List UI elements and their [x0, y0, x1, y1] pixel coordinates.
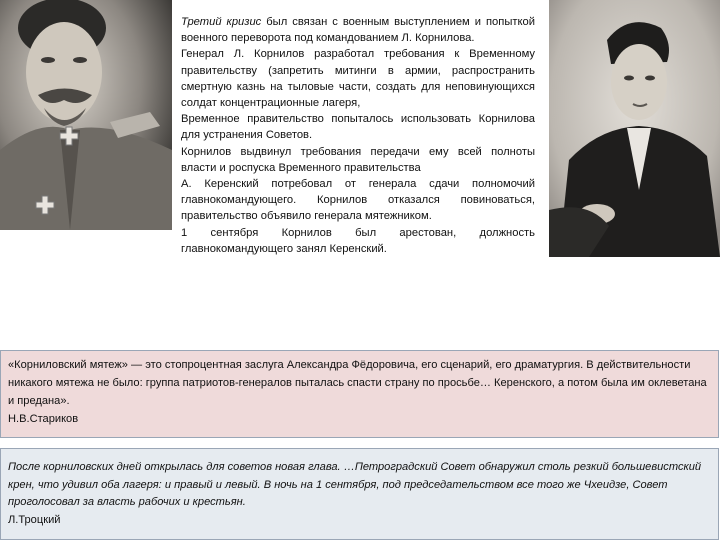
- paragraph-arrest: 1 сентября Корнилов был арестован, должность главнокомандующего занял Керенский.: [181, 226, 535, 255]
- quote-author: Л.Троцкий: [8, 513, 61, 526]
- quote-starikov: [0, 350, 719, 438]
- paragraph-demands: Генерал Л. Корнилов разработал требования к Временному правительству (запретить митинги в армии, распространить смертную казнь на тыловые части, создать для неповинующихся солдат концентрационные лагеря,: [181, 48, 535, 110]
- paragraph-kerensky: А. Керенский потребовал от генерала сдачи полномочий главнокомандующего. Корнилов отказался повиноваться, правительство объявило генерала мятежником.: [181, 178, 535, 223]
- paragraph-intro: [181, 14, 535, 46]
- quote-text: После корниловских дней открылась для советов новая глава. …Петроградский Совет обнаружил столь резкий большевистский крен, что удивил оба лагеря: и правый и левый. В ночь на 1 сентября, под председательством все того же Чхеидзе, Совет проголосовал за власть рабочих и крестьян.: [8, 461, 702, 509]
- quote-author: Н.В.Стариков: [8, 413, 79, 425]
- quote-trotsky: [0, 448, 719, 540]
- paragraph-government: Временное правительство попыталось использовать Корнилова для устранения Советов.: [181, 113, 535, 142]
- intro-rest: был связан с военным выступлением и попыткой военного переворота под командованием Л. Корнилова.: [181, 16, 535, 45]
- main-text-block: [181, 14, 535, 257]
- portrait-kerensky-photo: [549, 0, 720, 257]
- intro-italic: Третий кризис: [181, 16, 262, 28]
- quote-text: «Корниловский мятеж» — это стопроцентная заслуга Александра Фёдоровича, его сценарий, его драматургия. В действительности никакого мятежа не было: группа патриотов-генералов пыталась спасти страну по просьбе… Керенского, а потом была им оклеветана и предана».: [8, 359, 707, 407]
- portrait-kornilov-photo: [0, 0, 172, 230]
- paragraph-power: Корнилов выдвинул требования передачи ему всей полноты власти и роспуска Временного правительства: [181, 145, 535, 174]
